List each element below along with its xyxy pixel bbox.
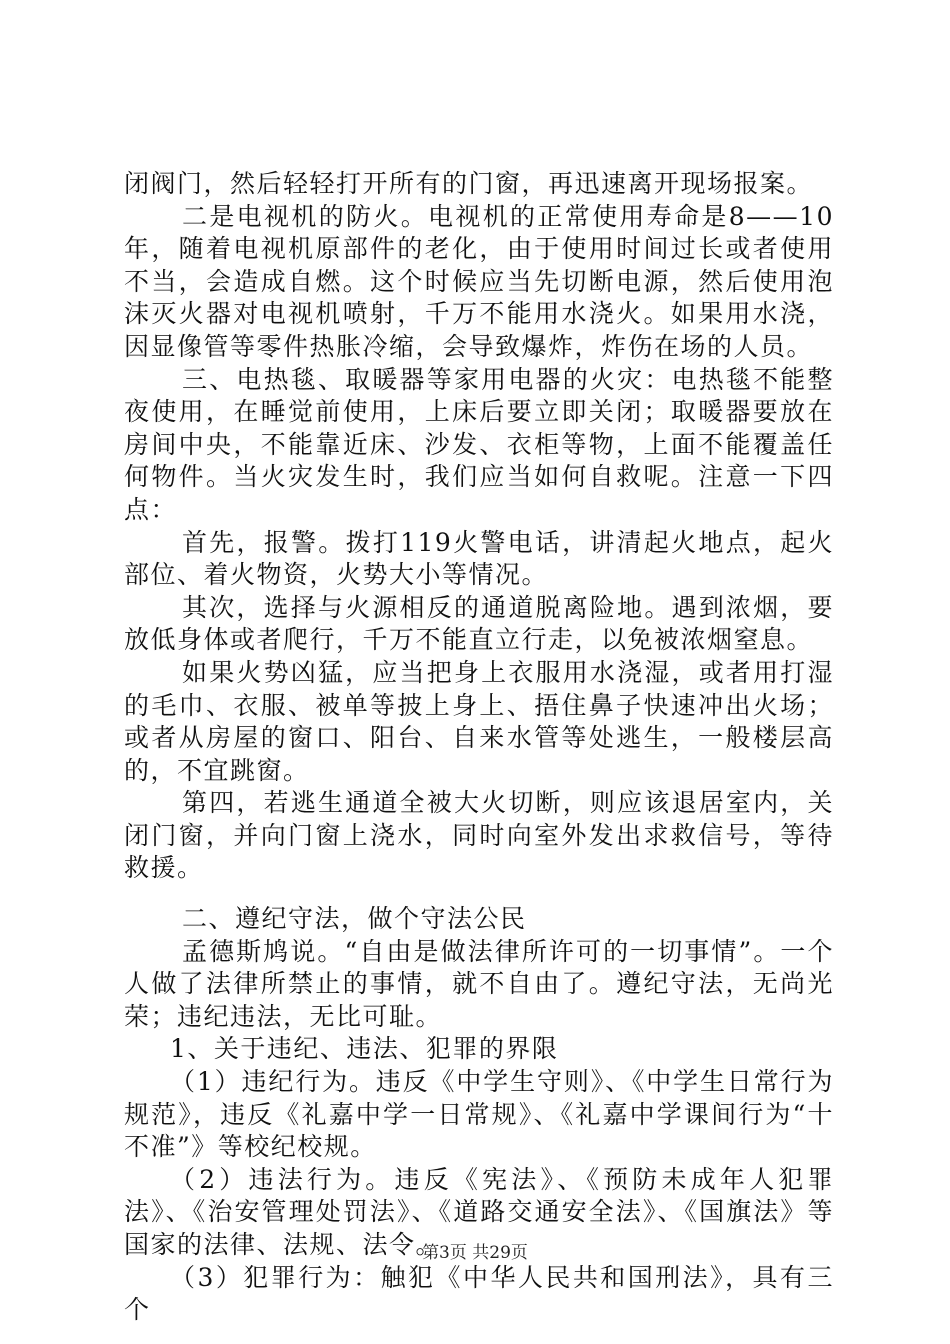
paragraph-first-alarm: 首先，报警。拨打119火警电话，讲清起火地点，起火部位、着火物资，火势大小等情况。 [124, 527, 834, 590]
paragraph-electric-blanket: 三、电热毯、取暖器等家用电器的火灾：电热毯不能整夜使用，在睡觉前使用，上床后要立即关闭；取暖器要放在房间中央，不能靠近床、沙发、衣柜等物，上面不能覆盖任何物件。当火灾发生时，我们应当如何自救呢。注意一下四点： [124, 364, 834, 524]
paragraph-discipline-violation: （1）违纪行为。违反《中学生守则》、《中学生日常行为规范》，违反《礼嘉中学一日常规》、《礼嘉中学课间行为“十不准”》等校纪校规。 [124, 1067, 834, 1162]
paragraph-tv-fire: 二是电视机的防火。电视机的正常使用寿命是8——10年，随着电视机原部件的老化，由于使用时间过长或者使用不当，会造成自燃。这个时候应当先切断电源，然后使用泡沫灭火器对电视机喷射，千万不能用水浇火。如果用水浇，因显像管等零件热胀冷缩，会导致爆炸，炸伤在场的人员。 [124, 201, 834, 361]
paragraph-crime: （3）犯罪行为：触犯《中华人民共和国刑法》，具有三个 [124, 1262, 834, 1325]
page-footer [0, 1243, 950, 1263]
paragraph-continuation: 闭阀门，然后轻轻打开所有的门窗，再迅速离开现场报案。 [124, 169, 814, 198]
paragraph-montesquieu: 孟德斯鸠说。“自由是做法律所许可的一切事情”。一个人做了法律所禁止的事情，就不自由了。遵纪守法，无尚光荣；违纪违法，无比可耻。 [124, 936, 834, 1031]
section-heading-law: 二、遵纪守法，做个守法公民 [182, 904, 527, 934]
page-number: 第3页 共29页 [422, 1243, 528, 1263]
paragraph-second-escape: 其次，选择与火源相反的通道脱离险地。遇到浓烟，要放低身体或者爬行，千万不能直立行走，以免被浓烟窒息。 [124, 592, 834, 655]
paragraph-gap [124, 885, 834, 903]
paragraph-law-violation: （2）违法行为。违反《宪法》、《预防未成年人犯罪法》、《治安管理处罚法》、《道路交通安全法》、《国旗法》等国家的法律、法规、法令。 [124, 1164, 834, 1259]
document-body [124, 168, 834, 1327]
paragraph-fourth-stay-inside: 第四，若逃生通道全被大火切断，则应该退居室内，关闭门窗，并向门窗上浇水，同时向室外发出求救信号，等待救援。 [124, 788, 834, 883]
subsection-heading-boundaries: 1、关于违纪、违法、犯罪的界限 [170, 1034, 559, 1064]
paragraph-fierce-fire: 如果火势凶猛，应当把身上衣服用水浇湿，或者用打湿的毛巾、衣服、被单等披上身上、捂住鼻子快速冲出火场；或者从房屋的窗口、阳台、自来水管等处逃生，一般楼层高的，不宜跳窗。 [124, 657, 834, 785]
